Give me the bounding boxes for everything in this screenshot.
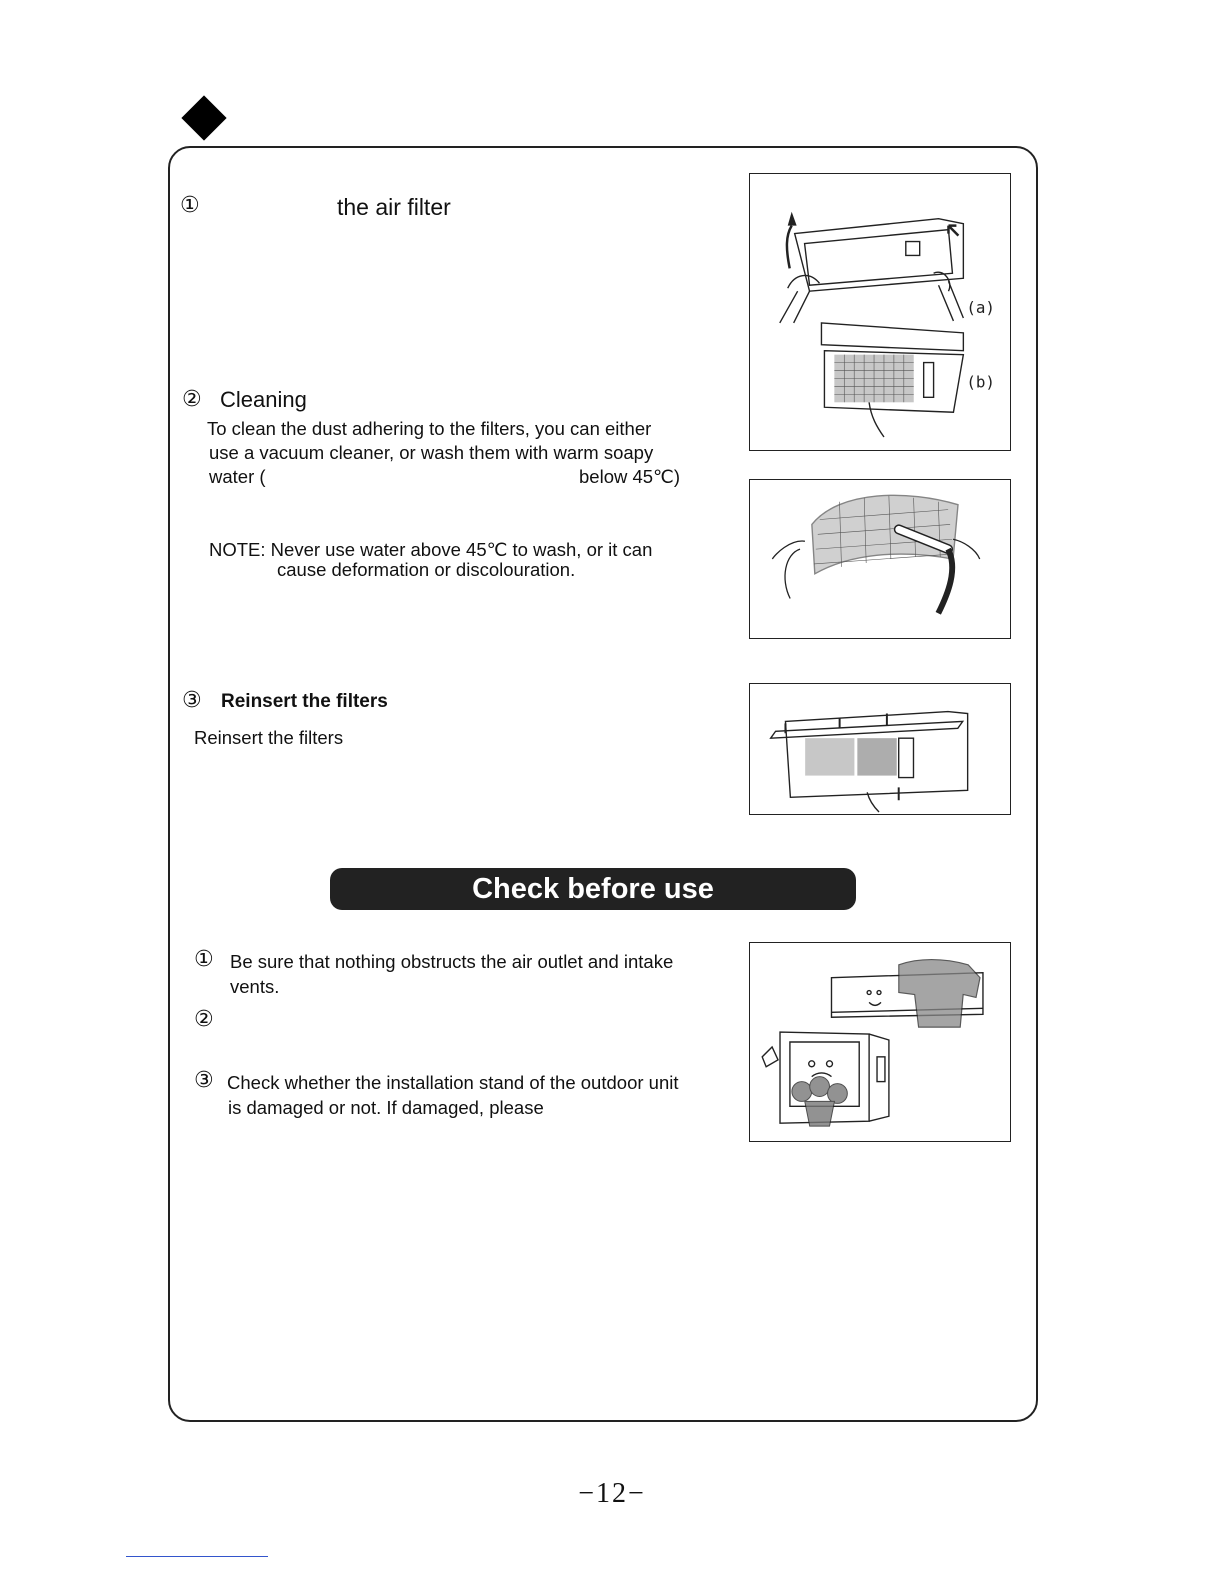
check-item2-number: ② (194, 1007, 214, 1032)
filter-cleaning-drawing (750, 480, 1010, 638)
step2-body-line2: use a vacuum cleaner, or wash them with warm soapy (209, 442, 654, 463)
obstruction-warning-illustration (749, 942, 1011, 1142)
page-number: −12− (578, 1478, 646, 1509)
check-item1-line2: vents. (230, 976, 280, 997)
check-item3-line1: Check whether the installation stand of the outdoor unit (227, 1072, 679, 1093)
step2-note-line1: NOTE: Never use water above 45℃ to wash, or it can (209, 539, 653, 560)
figure-label-a: (a) (966, 297, 995, 317)
check-before-use-banner: Check before use (330, 868, 856, 910)
step2-body-line3-end: below 45℃) (579, 466, 680, 487)
step2-title: Cleaning (220, 387, 307, 412)
remove-filter-illustration (749, 173, 1011, 451)
figure-label-b: (b) (966, 372, 995, 392)
check-item1-line1: Be sure that nothing obstructs the air outlet and intake (230, 951, 674, 972)
reinsert-filters-drawing (750, 684, 1010, 814)
step3-title: Reinsert the filters (221, 691, 388, 712)
section-bullet-diamond (181, 95, 226, 140)
step1-title: the air filter (337, 194, 451, 220)
check-item3-line2: is damaged or not. If damaged, please (228, 1097, 544, 1118)
step3-body: Reinsert the filters (194, 727, 344, 748)
step2-body-line1: To clean the dust adhering to the filters, you can either (207, 418, 652, 439)
reinsert-filter-illustration (749, 683, 1011, 815)
footer-link-underline (126, 1556, 268, 1557)
check-item1-number: ① (194, 947, 214, 972)
step2-note-line2: cause deformation or discolouration. (277, 559, 576, 580)
units-obstruction-drawing (750, 943, 1010, 1141)
check-item3-number: ③ (194, 1068, 214, 1093)
step1-number: ① (180, 193, 200, 218)
step2-body-line3-start: water ( (209, 466, 266, 487)
step3-number: ③ (182, 688, 202, 713)
step2-number: ② (182, 387, 202, 412)
indoor-unit-open-panel-drawing (750, 174, 1010, 450)
vacuum-filter-illustration (749, 479, 1011, 639)
